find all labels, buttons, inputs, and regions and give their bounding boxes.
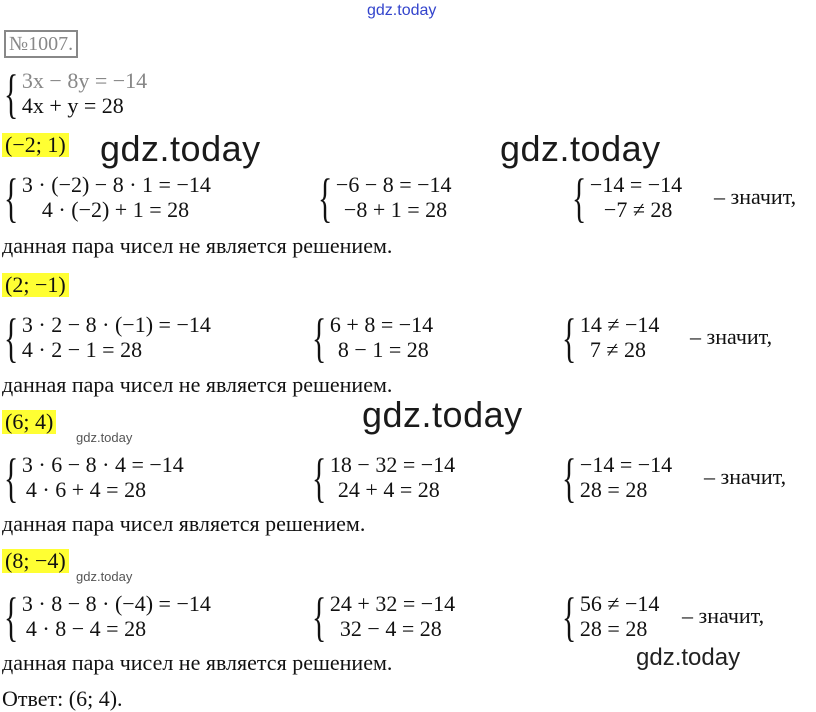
equation-line: 28 = 28 [579,477,648,502]
watermark-small: gdz.today [76,569,133,584]
equation-line: 14 ≠ −14 [579,312,660,337]
system-simplified [312,448,456,508]
system-result [562,587,660,647]
brace-icon: { [312,587,327,647]
watermark-small: gdz.today [76,430,133,445]
pair-label: (8; −4) [2,549,69,573]
system-substitution [4,448,184,508]
given-equation-2: 4x + y = 28 [21,93,124,118]
suffix-text: – значит, [714,184,797,209]
equation-line: 3 · 6 − 8 · 4 = −14 [21,452,184,477]
equation-line: −14 = −14 [589,172,683,197]
brace-icon: { [318,168,333,228]
equation-line: 4 · (−2) + 1 = 28 [41,197,190,222]
equation-line: 8 − 1 = 28 [337,337,429,362]
problem-number: №1007. [4,30,78,58]
system-result [562,308,660,368]
system-substitution [4,308,211,368]
equation-line: 56 ≠ −14 [579,591,660,616]
watermark-medium: gdz.today [636,644,741,671]
watermark-big: gdz.today [362,394,523,435]
equation-line: 28 = 28 [579,616,648,641]
brace-icon: { [312,448,327,508]
system-simplified [312,587,456,647]
system-simplified [312,308,434,368]
suffix-text: – значит, [682,603,765,628]
brace-icon: { [562,308,577,368]
equation-line: 24 + 4 = 28 [337,477,440,502]
answer-text: Ответ: (6; 4). [2,686,123,711]
brace-icon: { [4,168,19,228]
pair-label: (6; 4) [2,410,56,434]
pair-label: (2; −1) [2,273,69,297]
suffix-text: – значит, [704,464,787,489]
brace-icon: { [4,587,19,647]
system-simplified [318,168,452,228]
watermark-big: gdz.today [100,128,261,169]
brace-icon: { [4,64,19,124]
equation-line: 4 · 6 + 4 = 28 [25,477,147,502]
watermark-big: gdz.today [500,128,661,169]
brace-icon: { [562,448,577,508]
pair-label: (−2; 1) [2,133,69,157]
system-substitution [4,168,211,228]
equation-line: −7 ≠ 28 [603,197,673,222]
system-result [562,448,673,508]
system-result [572,168,683,228]
given-equation-1: 3x − 8y = −14 [21,68,148,93]
conclusion-text: данная пара чисел не является решением. [2,233,393,258]
equation-line: 7 ≠ 28 [589,337,646,362]
equation-line: 3 · 2 − 8 · (−1) = −14 [21,312,211,337]
system-substitution [4,587,211,647]
brace-icon: { [562,587,577,647]
equation-line: −8 + 1 = 28 [343,197,448,222]
given-system [4,64,148,124]
equation-line: 18 − 32 = −14 [329,452,456,477]
brace-icon: { [4,448,19,508]
equation-line: 32 − 4 = 28 [339,616,442,641]
conclusion-text: данная пара чисел не является решением. [2,650,393,675]
equation-line: −6 − 8 = −14 [335,172,452,197]
equation-line: 4 · 8 − 4 = 28 [25,616,147,641]
brace-icon: { [4,308,19,368]
equation-line: 3 · 8 − 8 · (−4) = −14 [21,591,211,616]
suffix-text: – значит, [690,324,773,349]
equation-line: 24 + 32 = −14 [329,591,456,616]
brace-icon: { [572,168,587,228]
equation-line: −14 = −14 [579,452,673,477]
brace-icon: { [312,308,327,368]
conclusion-text: данная пара чисел является решением. [2,511,366,536]
equation-line: 3 · (−2) − 8 · 1 = −14 [21,172,211,197]
equation-line: 6 + 8 = −14 [329,312,434,337]
watermark-top: gdz.today [367,2,437,19]
equation-line: 4 · 2 − 1 = 28 [21,337,143,362]
conclusion-text: данная пара чисел не является решением. [2,372,393,397]
